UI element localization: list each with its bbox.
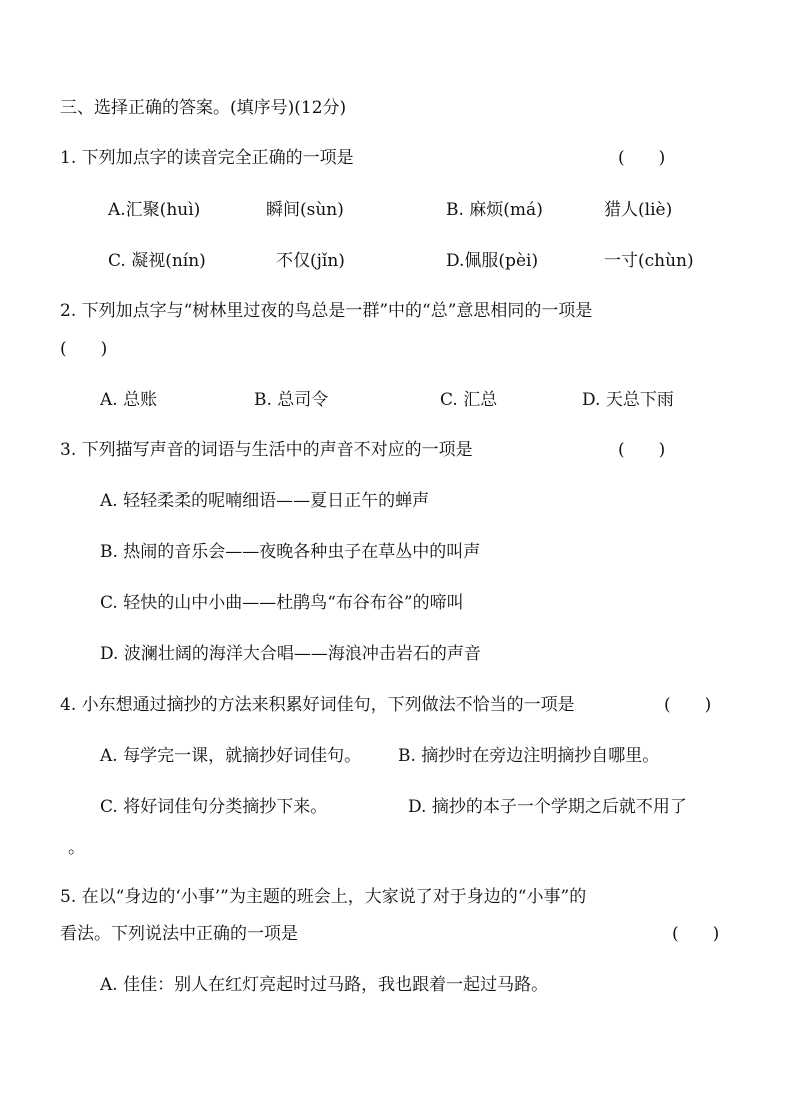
question-4-option-a: A. 每学完一课，就摘抄好词佳句。 [100,746,362,766]
question-1-option-c-1: C. 凝视(nín) [108,251,206,271]
question-5-stem-line-1: 5. 在以“身边的‘小事’”为主题的班会上，大家说了对于身边的“小事”的 [60,887,587,907]
question-3-stem: 3. 下列描写声音的词语与生活中的声音不对应的一项是 [60,440,473,460]
question-1-option-a-1: A.汇聚(huì) [108,200,201,220]
question-2-answer-paren: ( ) [60,339,108,359]
question-1-option-d-2: 一寸(chùn) [604,251,694,271]
question-4-option-d-tail: 。 [68,838,85,858]
question-1-option-b-1: B. 麻烦(má) [446,200,543,220]
question-2-option-d: D. 天总下雨 [582,390,674,410]
question-1-stem: 1. 下列加点字的读音完全正确的一项是 [60,148,354,168]
question-4-option-d: D. 摘抄的本子一个学期之后就不用了 [408,797,687,817]
question-1-option-d-1: D.佩服(pèi) [446,251,539,271]
question-2-option-b: B. 总司令 [254,390,329,410]
question-1-option-c-2: 不仅(jǐn) [276,251,345,271]
question-3-option-c: C. 轻快的山中小曲——杜鹃鸟“布谷布谷”的啼叫 [100,593,464,613]
section-heading: 三、选择正确的答案。(填序号)(12分) [60,98,347,118]
question-4-option-c: C. 将好词佳句分类摘抄下来。 [100,797,328,817]
question-2-option-a: A. 总账 [100,390,158,410]
question-4-option-b: B. 摘抄时在旁边注明摘抄自哪里。 [398,746,660,766]
question-4-answer-paren: ( ) [664,695,712,715]
question-5-option-a: A. 佳佳：别人在红灯亮起时过马路，我也跟着一起过马路。 [100,975,549,995]
question-3-option-d: D. 波澜壮阔的海洋大合唱——海浪冲击岩石的声音 [100,644,481,664]
question-5-stem-line-2: 看法。下列说法中正确的一项是 [60,924,298,944]
question-1-answer-paren: ( ) [618,148,666,168]
question-1-option-b-2: 猎人(liè) [604,200,673,220]
question-2-option-c: C. 汇总 [440,390,498,410]
question-4-stem: 4. 小东想通过摘抄的方法来积累好词佳句，下列做法不恰当的一项是 [60,695,575,715]
question-1-option-a-2: 瞬间(sùn) [266,200,344,220]
question-3-option-a: A. 轻轻柔柔的呢喃细语——夏日正午的蝉声 [100,491,430,511]
question-3-answer-paren: ( ) [618,440,666,460]
question-5-answer-paren: ( ) [672,924,720,944]
question-2-stem: 2. 下列加点字与“树林里过夜的鸟总是一群”中的“总”意思相同的一项是 [60,301,593,321]
question-3-option-b: B. 热闹的音乐会——夜晚各种虫子在草丛中的叫声 [100,542,481,562]
